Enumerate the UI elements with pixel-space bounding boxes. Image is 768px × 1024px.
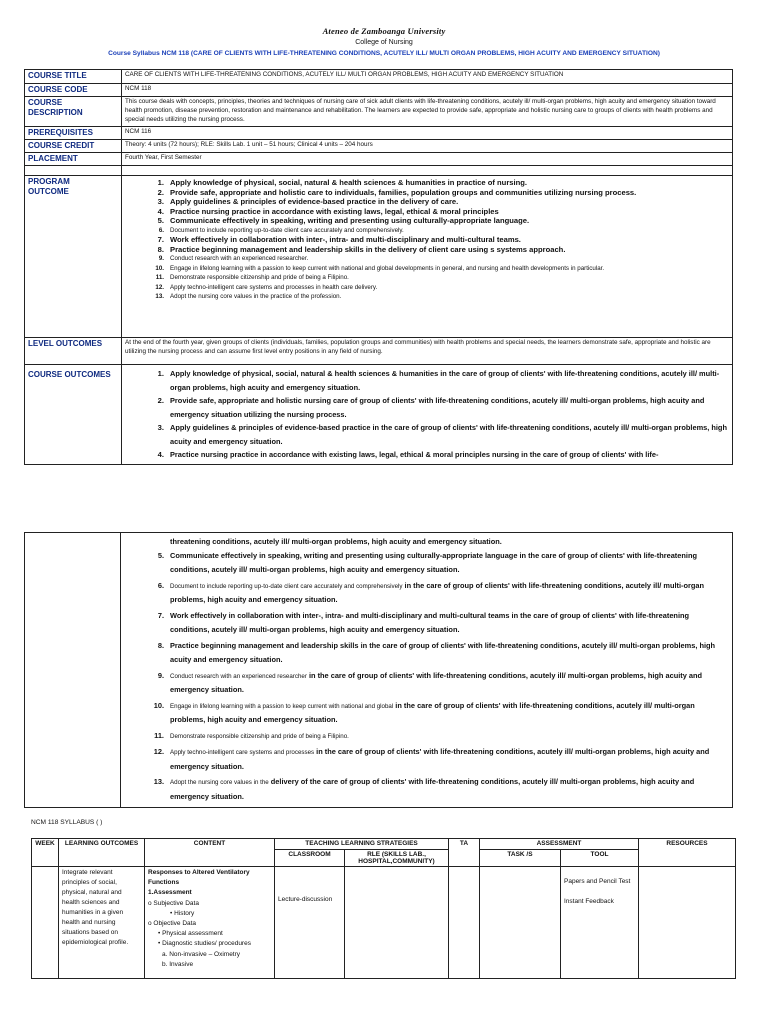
content-line: 1.Assessment bbox=[148, 889, 192, 897]
item-text: Practice beginning management and leadership skills in the delivery of client care using s systems approach. bbox=[170, 244, 566, 254]
header-content: CONTENT bbox=[145, 839, 275, 867]
list-item bbox=[127, 579, 728, 607]
list-item bbox=[128, 273, 728, 283]
course-description-value: This course deals with concepts, principles, theories and techniques of nursing care of sick adult clients with life-threatening conditions, acutely ill/ multi-organ problems, high acuity and emergency situation toward health promotion, disease prevention, restoration and maintenance and rehabilitation. The learners are expected to provide safe, appropriate and holistic nursing care to groups of clients with health problems and special needs utilizing the nursing process. bbox=[122, 97, 733, 127]
item-text bbox=[170, 699, 728, 727]
item-text bbox=[170, 775, 728, 803]
list-item bbox=[128, 178, 728, 188]
content-cell bbox=[145, 867, 275, 979]
header-tasks: TASK /S bbox=[480, 850, 561, 867]
item-text: threatening conditions, acutely ill/ multi-organ problems, high acuity and emergency situation. bbox=[170, 537, 502, 546]
list-item bbox=[128, 367, 728, 394]
item-text: Provide safe, appropriate and holistic nursing care of group of clients' with life-threatening conditions, acutely ill/ multi-organ problems, high acuity and emergency situation utilizing the nursing process. bbox=[170, 396, 705, 419]
item-number: 2. bbox=[157, 396, 164, 405]
list-item bbox=[127, 729, 728, 744]
university-name: Ateneo de Zamboanga University bbox=[322, 26, 446, 36]
list-item bbox=[128, 448, 728, 462]
item-text: Apply techno-intelligent care systems and processes in health care delivery. bbox=[170, 283, 378, 291]
ta-cell bbox=[449, 867, 480, 979]
item-number: 5. bbox=[157, 550, 164, 560]
item-number: 7. bbox=[157, 610, 164, 620]
list-item bbox=[127, 609, 728, 637]
spacer-cell bbox=[25, 166, 122, 176]
list-item bbox=[128, 188, 728, 198]
course-outcomes-label: COURSE OUTCOMES bbox=[25, 365, 122, 465]
course-outcomes-list-cell bbox=[122, 365, 733, 465]
item-number: 6. bbox=[158, 226, 164, 234]
item-body: Communicate effectively in speaking, writing and presenting using culturally-appropriate language in the care of group of clients' with life-threatening conditions, acutely ill/ multi-organ problems, high acuity and emergency situation. bbox=[170, 550, 697, 574]
list-item bbox=[128, 264, 728, 274]
header-week: WEEK bbox=[32, 839, 59, 867]
header-rle: RLE (SKILLS LAB., HOSPITAL,COMMUNITY) bbox=[345, 850, 449, 867]
item-number: 7. bbox=[157, 235, 164, 244]
course-outcomes-continuation-table bbox=[24, 532, 733, 808]
list-item bbox=[127, 745, 728, 773]
content-line: • History bbox=[170, 909, 195, 917]
item-number: 2. bbox=[157, 187, 164, 197]
course-outcomes-list bbox=[122, 365, 732, 464]
continuation-list bbox=[121, 533, 732, 807]
item-text: Provide safe, appropriate and holistic care to individuals, families, population groups and communities utilizing nursing process. bbox=[170, 187, 637, 197]
item-number: 13. bbox=[153, 777, 164, 786]
course-code-value: NCM 118 bbox=[122, 84, 733, 97]
list-item bbox=[127, 535, 728, 549]
syllabus-title: Course Syllabus NCM 118 (CARE OF CLIENTS WITH LIFE-THREATENING CONDITIONS, ACUTELY ILL/ MULTI ORGAN PROBLEMS, HIGH ACUITY AND EMERGENCY SITUATION) bbox=[108, 50, 660, 57]
prerequisites-label: PREREQUISITES bbox=[25, 127, 122, 140]
item-text: Apply guidelines & principles of evidence-based practice in the care of group of clients' with life-threatening conditions, acutely ill/ multi-organ problems, high acuity and emergency situation. bbox=[170, 423, 727, 446]
list-item bbox=[127, 669, 728, 697]
item-prefix: Demonstrate responsible citizenship and pride of being a Filipino. bbox=[170, 732, 349, 740]
item-body: Work effectively in collaboration with inter-, intra- and multi-disciplinary and multi-cultural teams in the care of group of clients' with life-threatening conditions, acutely ill/ multi-organ problems, high acuity and emergency situation. bbox=[170, 610, 690, 634]
list-item bbox=[128, 226, 728, 236]
item-prefix: Apply techno-intelligent care systems and processes bbox=[170, 749, 315, 756]
item-number: 4. bbox=[157, 206, 164, 216]
item-prefix: Document to include reporting up-to-date client care accurately and comprehensively bbox=[170, 582, 403, 590]
item-number: 8. bbox=[157, 640, 164, 650]
item-number: 13. bbox=[155, 293, 164, 300]
header-ta: TA bbox=[449, 839, 480, 867]
course-title-value: CARE OF CLIENTS WITH LIFE-THREATENING CONDITIONS, ACUTELY ILL/ MULTI ORGAN PROBLEMS, HIGH ACUITY AND EMERGENCY SITUATION bbox=[122, 70, 733, 84]
item-number: 10. bbox=[155, 264, 164, 272]
course-description-label-line2: DESCRIPTION bbox=[28, 108, 83, 117]
list-item bbox=[127, 549, 728, 577]
item-number: 11. bbox=[154, 730, 164, 740]
item-number: 3. bbox=[157, 197, 164, 206]
course-title-label: COURSE TITLE bbox=[25, 70, 122, 84]
tool-line: Instant Feedback bbox=[564, 898, 614, 905]
item-text bbox=[170, 579, 728, 607]
content-line: • Diagnostic studies/ procedures bbox=[158, 940, 251, 948]
list-item bbox=[128, 292, 728, 302]
course-info-table bbox=[24, 69, 733, 465]
content-line: o Objective Data bbox=[148, 920, 197, 928]
list-item bbox=[127, 639, 728, 667]
item-number: 12. bbox=[155, 283, 164, 291]
item-body: Practice beginning management and leadership skills in the care of group of clients' with life-threatening conditions, acutely ill/ multi-organ problems, high acuity and emergency situation. bbox=[170, 640, 716, 664]
item-number: 1. bbox=[157, 369, 164, 378]
program-outcome-label-line1: PROGRAM bbox=[28, 177, 70, 186]
header-strategies: TEACHING LEARNING STRATEGIES bbox=[275, 839, 449, 850]
list-item bbox=[127, 775, 728, 803]
list-item bbox=[128, 394, 728, 421]
content-line: b. Invasive bbox=[162, 960, 194, 968]
item-body: in the care of group of clients' with life-threatening conditions, acutely ill/ multi-organ problems, high acuity and emergency situation. bbox=[170, 670, 703, 694]
week-cell bbox=[32, 867, 59, 979]
item-text: Practice nursing practice in accordance with existing laws, legal, ethical & moral principles bbox=[170, 206, 499, 216]
list-item bbox=[128, 216, 728, 226]
item-body: in the care of group of clients' with life-threatening conditions, acutely ill/ multi-organ problems, high acuity and emergency situation. bbox=[170, 747, 710, 771]
list-item bbox=[128, 421, 728, 448]
list-item bbox=[128, 197, 728, 207]
item-body: in the care of group of clients' with life-threatening conditions, acutely ill/ multi-organ problems, high acuity and emergency situation. bbox=[170, 580, 705, 604]
list-item bbox=[128, 235, 728, 245]
item-text: Document to include reporting up-to-date client care accurately and comprehensively. bbox=[170, 226, 404, 234]
item-text: Apply knowledge of physical, social, natural & health sciences & humanities in practice of nursing. bbox=[170, 178, 527, 187]
tasks-cell bbox=[480, 867, 561, 979]
header-tool: TOOL bbox=[561, 850, 639, 867]
classroom-cell: Lecture-discussion bbox=[275, 867, 345, 979]
rle-cell bbox=[345, 867, 449, 979]
continuation-list-cell bbox=[121, 533, 733, 808]
item-text bbox=[170, 639, 728, 667]
item-text: Work effectively in collaboration with inter-, intra- and multi-disciplinary and multi-cultural teams. bbox=[170, 235, 521, 244]
tool-cell bbox=[561, 867, 639, 979]
level-outcomes-label: LEVEL OUTCOMES bbox=[25, 338, 122, 365]
item-number: 9. bbox=[158, 255, 164, 262]
item-number: 11. bbox=[155, 274, 164, 281]
item-text bbox=[170, 609, 728, 637]
item-body: in the care of group of clients' with life-threatening conditions, acutely ill/ multi-organ problems, high acuity and emergency situation. bbox=[170, 700, 695, 724]
item-number: 4. bbox=[157, 450, 164, 459]
learning-outcome-cell: Integrate relevant principles of social, physical, natural and health sciences and humanities in a given health and nursing situations based on epidemiological profile. bbox=[59, 867, 145, 979]
item-number: 6. bbox=[157, 580, 164, 590]
level-outcomes-value: At the end of the fourth year, given groups of clients (individuals, families, population groups and communities) with health problems and special needs, the learners demonstrate safe, appropriate and holistic are utilizing the nursing process and can assume first level entry positions in any field of nursing. bbox=[122, 338, 733, 365]
course-credit-label: COURSE CREDIT bbox=[25, 140, 122, 153]
tool-line: Papers and Pencil Test bbox=[564, 878, 631, 885]
item-prefix: Conduct research with an experienced researcher bbox=[170, 672, 307, 680]
item-text bbox=[170, 745, 728, 773]
placement-label: PLACEMENT bbox=[25, 153, 122, 166]
item-number: 3. bbox=[157, 423, 164, 432]
item-number: 12. bbox=[153, 747, 164, 756]
item-number: 8. bbox=[157, 244, 164, 254]
empty-label-cell bbox=[25, 533, 121, 808]
program-outcome-label bbox=[25, 176, 122, 338]
list-item bbox=[127, 699, 728, 727]
item-text: Engage in lifelong learning with a passion to keep current with national and global developments in general, and nursing and health developments in particular. bbox=[170, 264, 605, 272]
course-description-label-line1: COURSE bbox=[28, 98, 63, 107]
document-header bbox=[0, 26, 768, 59]
item-text: Conduct research with an experienced researcher. bbox=[170, 255, 309, 262]
content-line: a. Non-invasive – Oximetry bbox=[162, 950, 241, 958]
item-text: Demonstrate responsible citizenship and pride of being a Filipino. bbox=[170, 274, 349, 281]
syllabus-section-label: NCM 118 SYLLABUS ( ) bbox=[31, 819, 103, 826]
header-classroom: CLASSROOM bbox=[275, 850, 345, 867]
program-outcome-list bbox=[122, 176, 732, 304]
course-code-label: COURSE CODE bbox=[25, 84, 122, 97]
item-text: Communicate effectively in speaking, writing and presenting using culturally-appropriate language. bbox=[170, 216, 530, 225]
header-resources: RESOURCES bbox=[639, 839, 736, 867]
content-line: • Physical assessment bbox=[158, 930, 223, 938]
list-item bbox=[128, 245, 728, 255]
item-text bbox=[170, 549, 728, 577]
item-prefix: Adopt the nursing core values in the bbox=[170, 779, 269, 786]
item-text: Apply guidelines & principles of evidence-based practice in the delivery of care. bbox=[170, 197, 459, 206]
item-text: Adopt the nursing core values in the practice of the profession. bbox=[170, 293, 342, 300]
item-number: 10. bbox=[153, 700, 164, 710]
program-outcome-list-cell bbox=[122, 176, 733, 338]
spacer-cell bbox=[122, 166, 733, 176]
item-text: Apply knowledge of physical, social, natural & health sciences & humanities in the care of group of clients' with life-threatening conditions, acutely ill/ multi-organ problems, high acuity and emergency situation. bbox=[170, 369, 720, 392]
resources-cell bbox=[639, 867, 736, 979]
item-text: Practice nursing practice in accordance with existing laws, legal, ethical & moral principles nursing in the care of group of clients' with life- bbox=[170, 450, 659, 459]
item-body: delivery of the care of group of clients' with life-threatening conditions, acutely ill/ multi-organ problems, high acuity and emergency situation. bbox=[170, 777, 695, 801]
item-text bbox=[170, 669, 728, 697]
college-name: College of Nursing bbox=[355, 39, 413, 46]
prerequisites-value: NCM 116 bbox=[122, 127, 733, 140]
item-prefix: Engage in lifelong learning with a passion to keep current with national and global bbox=[170, 702, 394, 710]
list-item bbox=[128, 254, 728, 264]
item-text bbox=[170, 729, 728, 744]
item-number: 9. bbox=[157, 670, 164, 680]
content-title: Responses to Altered Ventilatory Functions bbox=[148, 869, 250, 887]
syllabus-table bbox=[31, 838, 736, 979]
course-description-label bbox=[25, 97, 122, 127]
header-assessment: ASSESSMENT bbox=[480, 839, 639, 850]
program-outcome-label-line2: OUTCOME bbox=[28, 187, 69, 196]
item-number: 1. bbox=[157, 178, 164, 187]
header-learning-outcomes: LEARNING OUTCOMES bbox=[59, 839, 145, 867]
placement-value: Fourth Year, First Semester bbox=[122, 153, 733, 166]
item-number: 5. bbox=[157, 216, 164, 225]
content-line: o Subjective Data bbox=[148, 899, 199, 907]
list-item bbox=[128, 283, 728, 293]
list-item bbox=[128, 207, 728, 217]
course-credit-value: Theory: 4 units (72 hours); RLE: Skills Lab. 1 unit – 51 hours; Clinical 4 units – 204 hours bbox=[122, 140, 733, 153]
